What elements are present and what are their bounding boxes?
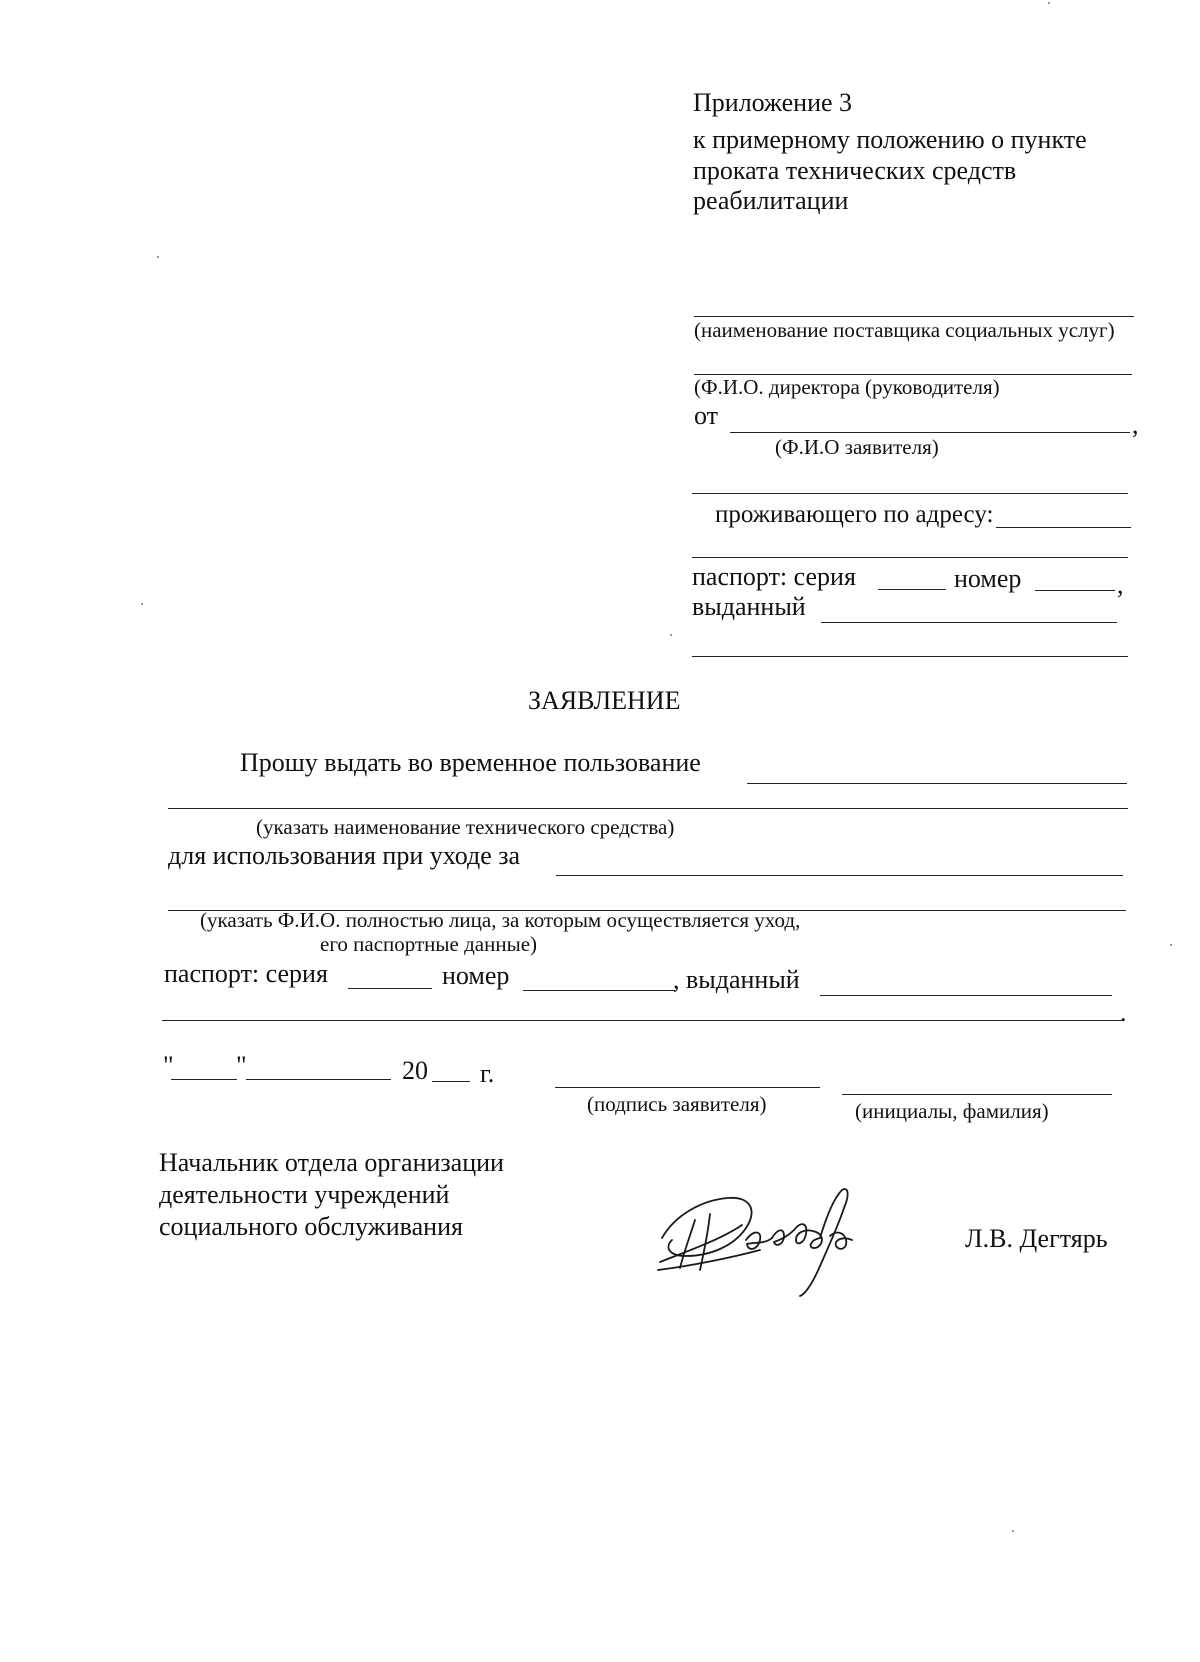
- applicant-passport-series-line: [878, 589, 946, 590]
- request-text: Прошу выдать во временное пользование: [240, 748, 701, 777]
- signer-name: Л.В. Дегтярь: [965, 1224, 1108, 1253]
- person-passport-number-line: [523, 990, 675, 991]
- care-person-line-1: [556, 875, 1123, 876]
- date-day-line: [171, 1079, 237, 1080]
- position-line-2: деятельности учреждений: [159, 1180, 450, 1209]
- date-quote-open: ": [163, 1051, 174, 1080]
- scan-speck: [1048, 2, 1050, 4]
- applicant-passport-number-label: номер: [954, 564, 1022, 593]
- device-caption: (указать наименование технического средства): [256, 815, 675, 839]
- applicant-signature-line: [555, 1087, 820, 1088]
- person-issued-line-2: [162, 1020, 1122, 1021]
- from-label: от: [694, 401, 719, 430]
- address-line-2: [692, 557, 1128, 558]
- position-line-1: Начальник отдела организации: [159, 1148, 504, 1177]
- person-issued-label: , выданный: [673, 965, 800, 994]
- address-line-1: [996, 527, 1131, 528]
- document-title: ЗАЯВЛЕНИЕ: [528, 686, 681, 715]
- provider-name-line: [694, 316, 1134, 317]
- date-quote-close: ": [236, 1051, 247, 1080]
- person-passport-series-label: паспорт: серия: [164, 959, 328, 988]
- device-line-1: [747, 783, 1127, 784]
- scan-speck: [141, 603, 143, 605]
- person-issued-line-1: [820, 995, 1112, 996]
- date-year-prefix: 20: [402, 1056, 428, 1085]
- position-line-3: социального обслуживания: [159, 1212, 463, 1241]
- signature-caption: (подпись заявителя): [587, 1092, 767, 1116]
- device-line-2: [168, 808, 1128, 809]
- handwritten-signature: [650, 1170, 890, 1300]
- applicant-passport-comma: ,: [1117, 570, 1124, 599]
- person-caption-line-2: его паспортные данные): [320, 932, 538, 956]
- applicant-issued-line-1: [821, 622, 1117, 623]
- applicant-name-sign-line: [842, 1094, 1112, 1095]
- person-passport-series-line: [348, 988, 432, 989]
- scan-speck: [157, 256, 159, 258]
- date-year-line: [432, 1081, 470, 1082]
- applicant-name-line: [730, 432, 1130, 433]
- appendix-line-3: проката технических средств: [693, 156, 1017, 185]
- date-month-line: [246, 1079, 391, 1080]
- applicant-passport-series-label: паспорт: серия: [692, 562, 856, 591]
- person-caption-line-1: (указать Ф.И.О. полностью лица, за которым осуществляется уход,: [200, 908, 801, 932]
- body-end-period: .: [1120, 998, 1127, 1027]
- director-caption: (Ф.И.О. директора (руководителя): [694, 375, 1000, 399]
- address-label: проживающего по адресу:: [715, 501, 994, 528]
- applicant-issued-line-2: [692, 656, 1128, 657]
- scan-speck: [1012, 1530, 1014, 1532]
- date-year-suffix: г.: [480, 1059, 495, 1088]
- provider-caption: (наименование поставщика социальных услуг): [694, 318, 1115, 342]
- applicant-issued-label: выданный: [692, 592, 806, 621]
- scan-speck: [1170, 944, 1172, 946]
- appendix-number: Приложение 3: [693, 88, 853, 117]
- scan-speck: [670, 634, 672, 636]
- name-caption: (инициалы, фамилия): [855, 1099, 1049, 1123]
- applicant-caption: (Ф.И.О заявителя): [775, 435, 939, 459]
- applicant-extra-line: [692, 493, 1128, 494]
- appendix-line-2: к примерному положению о пункте: [693, 125, 1087, 154]
- from-comma: ,: [1132, 410, 1139, 439]
- care-text: для использования при уходе за: [168, 841, 521, 870]
- person-passport-number-label: номер: [442, 961, 510, 990]
- applicant-passport-number-line: [1035, 590, 1115, 591]
- appendix-line-4: реабилитации: [693, 186, 849, 215]
